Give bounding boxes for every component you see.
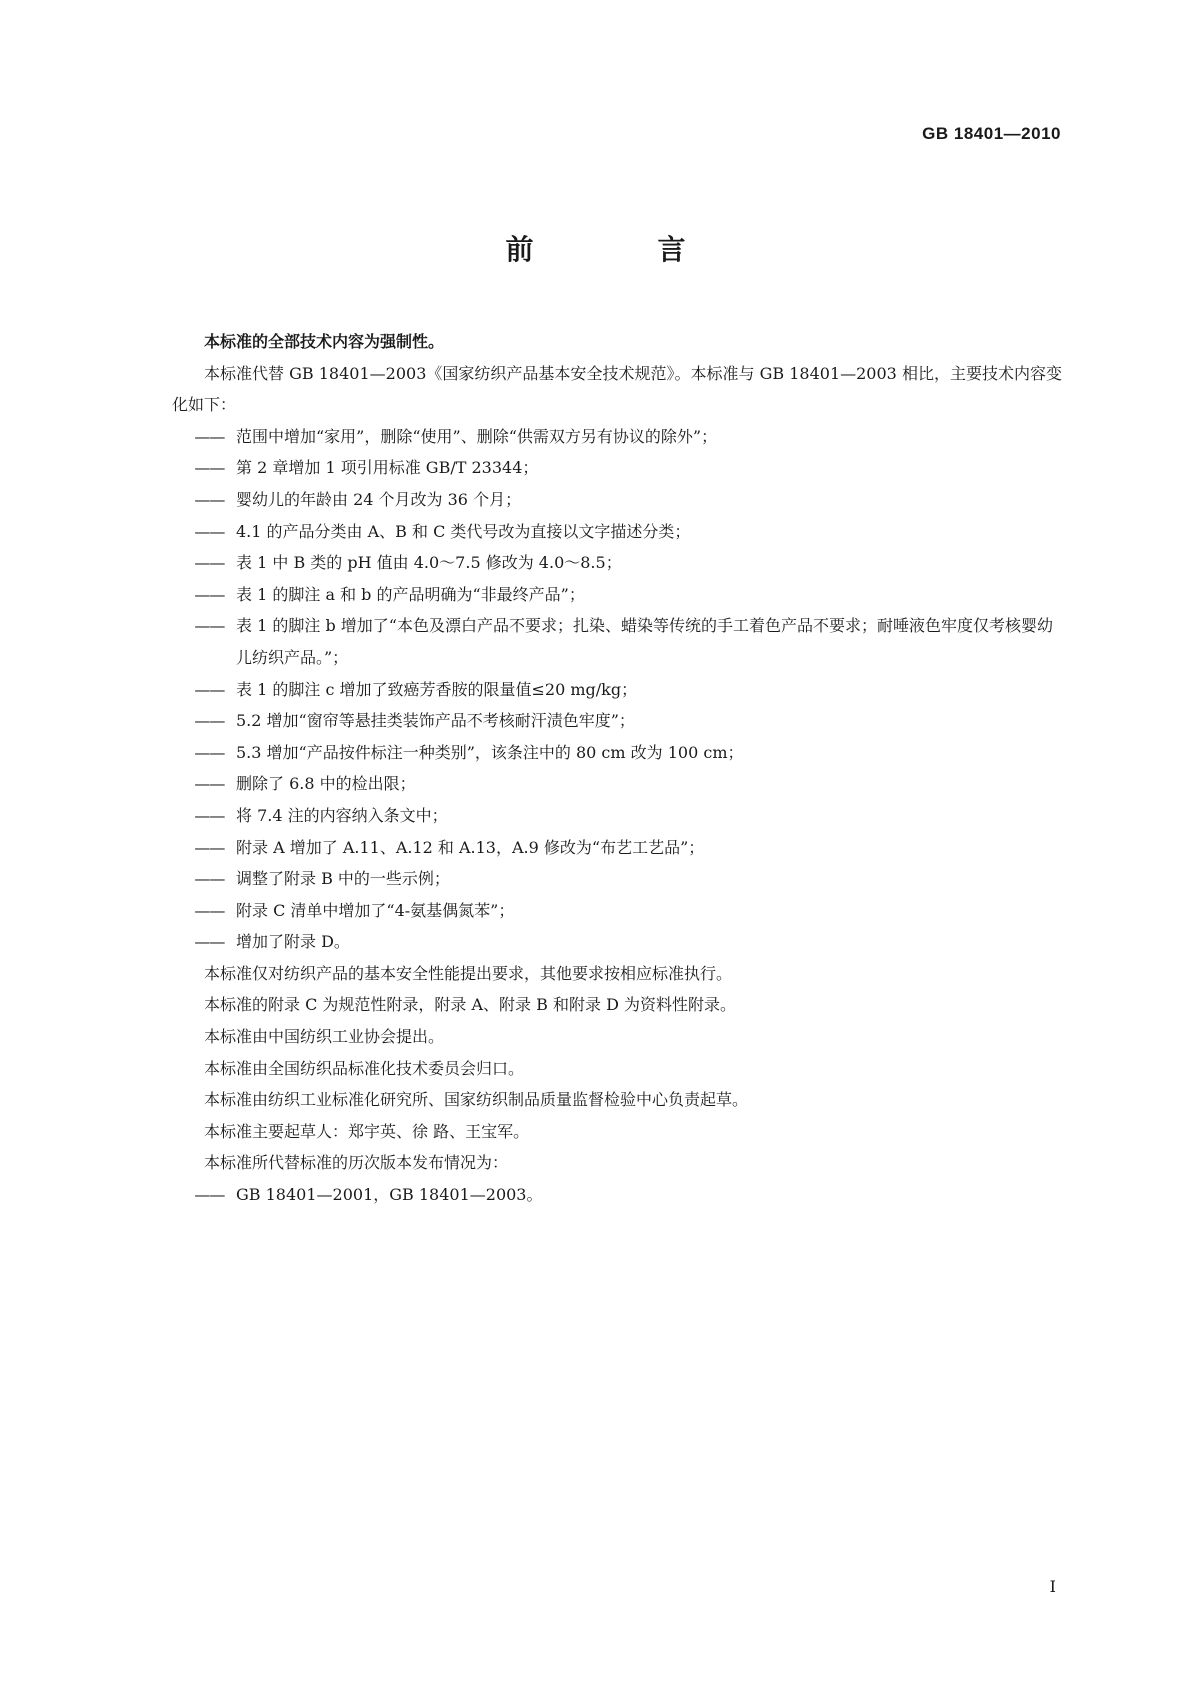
history-item (172, 1179, 1062, 1211)
dash-marker: —— (194, 616, 225, 636)
list-item (172, 737, 1062, 769)
history-text: GB 18401—2001，GB 18401—2003。 (236, 1185, 543, 1205)
dash-marker: —— (194, 711, 225, 731)
dash-marker: —— (194, 553, 225, 573)
list-item-text: 表 1 中 B 类的 pH 值由 4.0～7.5 修改为 4.0～8.5； (236, 553, 622, 573)
closing-paragraph: 本标准仅对纺织产品的基本安全性能提出要求，其他要求按相应标准执行。 (204, 963, 733, 983)
list-item-text: 表 1 的脚注 a 和 b 的产品明确为“非最终产品”； (236, 584, 585, 604)
list-item-text: 婴幼儿的年龄由 24 个月改为 36 个月； (236, 489, 522, 509)
list-item (172, 674, 1062, 706)
dash-marker: —— (194, 458, 225, 478)
dash-marker: —— (194, 869, 225, 889)
dash-marker: —— (194, 837, 225, 857)
page-title: 前 言 (505, 233, 734, 266)
dash-marker: —— (194, 900, 225, 920)
closing-paragraph: 本标准所代替标准的历次版本发布情况为： (204, 1153, 509, 1173)
closing-paragraph: 本标准由全国纺织品标准化技术委员会归口。 (204, 1058, 525, 1078)
changes-list (172, 421, 1062, 958)
list-item-text: 表 1 的脚注 b 增加了“本色及漂白产品不要求；扎染、蜡染等传统的手工着色产品不要求；耐唾液色牢度仅考核婴幼儿纺织产品。”； (236, 616, 1053, 667)
list-item (172, 895, 1062, 927)
dash-marker: —— (194, 1185, 225, 1205)
mandatory-statement: 本标准的全部技术内容为强制性。 (204, 332, 445, 351)
list-item (172, 579, 1062, 611)
list-item (172, 484, 1062, 516)
dash-marker: —— (194, 805, 225, 825)
dash-marker: —— (194, 426, 225, 446)
list-item (172, 421, 1062, 453)
list-item-text: 附录 A 增加了 A.11、A.12 和 A.13，A.9 修改为“布艺工艺品”； (236, 837, 705, 857)
closing-paragraph: 本标准主要起草人：郑宇英、徐 路、王宝军。 (204, 1121, 530, 1141)
list-item-text: 5.2 增加“窗帘等悬挂类装饰产品不考核耐汗渍色牢度”； (236, 711, 635, 731)
list-item-text: 附录 C 清单中增加了“4-氨基偶氮苯”； (236, 900, 515, 920)
standard-code: GB 18401—2010 (922, 124, 1061, 143)
page-number: I (1049, 1577, 1056, 1596)
closing-paragraph: 本标准由中国纺织工业协会提出。 (204, 1027, 445, 1047)
list-item-text: 4.1 的产品分类由 A、B 和 C 类代号改为直接以文字描述分类； (236, 521, 691, 541)
list-item (172, 610, 1062, 673)
foreword-body (172, 326, 1062, 1211)
list-item (172, 800, 1062, 832)
list-item (172, 832, 1062, 864)
dash-marker: —— (194, 584, 225, 604)
closing-paragraph: 本标准由纺织工业标准化研究所、国家纺织制品质量监督检验中心负责起草。 (204, 1090, 749, 1110)
dash-marker: —— (194, 774, 225, 794)
list-item (172, 547, 1062, 579)
list-item-text: 第 2 章增加 1 项引用标准 GB/T 23344； (236, 458, 539, 478)
dash-marker: —— (194, 521, 225, 541)
closing-paragraph: 本标准的附录 C 为规范性附录，附录 A、附录 B 和附录 D 为资料性附录。 (204, 995, 736, 1015)
list-item-text: 将 7.4 注的内容纳入条文中； (236, 805, 448, 825)
replaces-statement: 本标准代替 GB 18401—2003《国家纺织产品基本安全技术规范》。本标准与 GB 18401—2003 相比，主要技术内容变化如下： (172, 363, 1062, 415)
dash-marker: —— (194, 679, 225, 699)
list-item-text: 表 1 的脚注 c 增加了致癌芳香胺的限量值≤20 mg/kg； (236, 679, 638, 699)
list-item (172, 516, 1062, 548)
dash-marker: —— (194, 742, 225, 762)
list-item (172, 452, 1062, 484)
list-item-text: 范围中增加“家用”，删除“使用”、删除“供需双方另有协议的除外”； (236, 426, 718, 446)
list-item-text: 调整了附录 B 中的一些示例； (236, 869, 450, 889)
list-item-text: 删除了 6.8 中的检出限； (236, 774, 416, 794)
dash-marker: —— (194, 932, 225, 952)
dash-marker: —— (194, 489, 225, 509)
list-item (172, 705, 1062, 737)
list-item-text: 5.3 增加“产品按件标注一种类别”，该条注中的 80 cm 改为 100 cm； (236, 742, 744, 762)
list-item-text: 增加了附录 D。 (236, 932, 350, 952)
list-item (172, 768, 1062, 800)
list-item (172, 863, 1062, 895)
list-item (172, 926, 1062, 958)
